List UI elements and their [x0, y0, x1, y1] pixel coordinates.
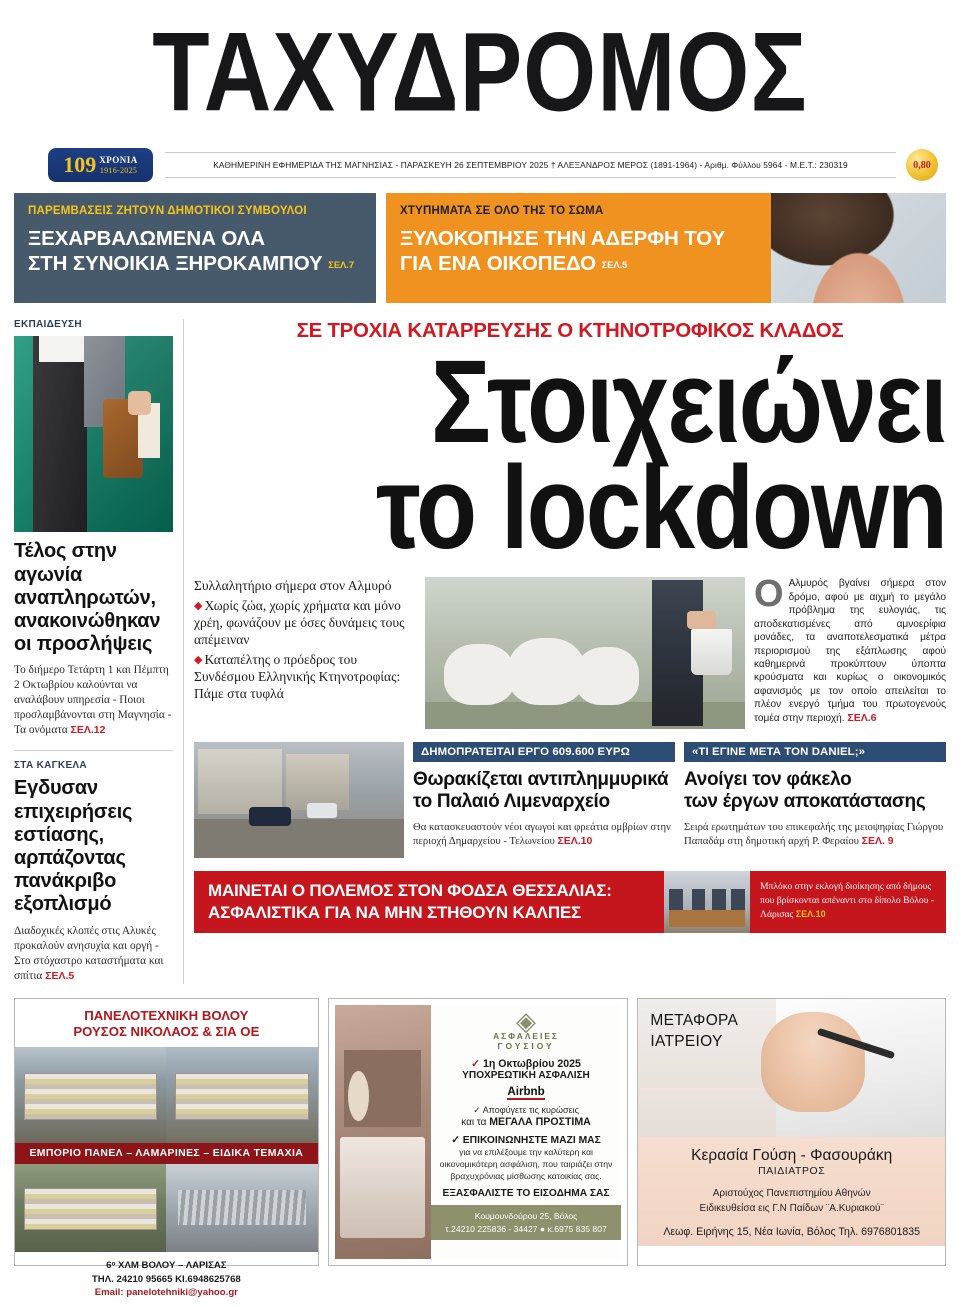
ad3-doctor-name: Κερασία Γούση - Φασουράκη [691, 1146, 893, 1164]
main-body-paragraph [754, 573, 946, 725]
story-sub-text: Σειρά ερωτημάτων του επικεφαλής της μειοψηφίας Γιώργου Παπαδάμ στη δημοτική αρχή Ρ. Φεραίου [684, 821, 944, 848]
anniversary-badge [48, 148, 153, 182]
story-head-line-1: Θωρακίζεται αντιπλημμυρικά [413, 769, 669, 791]
main-bullet-2 [194, 651, 416, 703]
story-headline [413, 769, 675, 813]
story-subtext [684, 821, 946, 849]
ad2-insurance-line: ΥΠΟΧΡΕΩΤΙΚΗ ΑΣΦΑΛΙΣΗ [462, 1070, 590, 1082]
ad1-contact [15, 1252, 318, 1307]
bullet-dot-icon: ◆ [194, 653, 203, 666]
ad1-title-line-2: ΡΟΥΣΟΣ ΝΙΚΟΛΑΟΣ & ΣΙΑ ΟΕ [73, 1024, 260, 1040]
red-banner-side [750, 871, 946, 933]
divider [14, 750, 173, 751]
ad-asfaleies-gousiou[interactable] [328, 998, 629, 1266]
teaser-photo-woman [771, 193, 946, 303]
teaser-pageref: ΣΕΛ.7 [328, 259, 355, 271]
ad2-fines-pre: και τα [461, 1117, 487, 1129]
main-headline-line-2: το lockdown [376, 441, 946, 575]
photo-teacher-briefcase [14, 336, 173, 532]
red-banner-line-1: ΜΑΙΝΕΤΑΙ Ο ΠΟΛΕΜΟΣ ΣΤΟΝ ΦΟΔΣΑ ΘΕΣΣΑΛΙΑΣ: [208, 881, 612, 901]
main-body-column [754, 573, 946, 729]
story-daniel-file[interactable] [684, 742, 946, 858]
main-content [0, 319, 960, 983]
story-head-line-2: των έργων αποκατάστασης [684, 791, 926, 813]
story-flood-protection[interactable] [413, 742, 675, 858]
secondary-stories [194, 742, 946, 858]
main-story-bullets [194, 577, 416, 729]
left-body-text: Το διήμερο Τετάρτη 1 και Πέμπτη 2 Οκτωβρίου καλούνται να αναλάβουν υπηρεσία - Ποιοι προσλαμβάνονται στη Μαγνησία - Τα ονόματα [14, 664, 172, 737]
left-pageref-2: ΣΕΛ.5 [45, 969, 75, 982]
ad2-contact-line [437, 1134, 616, 1146]
bullet-dot-icon: ◆ [194, 599, 203, 612]
photo-old-port-authority [194, 742, 404, 858]
ad2-logo-line-1: ΑΣΦΑΛΕΙΕΣ [493, 1031, 559, 1042]
story-head-line-1: Ανοίγει τον φάκελο [684, 769, 852, 791]
ad3-address: Λεωφ. Ειρήνης 15, Νέα Ιωνία, Βόλος Τηλ. 6976801835 [663, 1225, 921, 1238]
ad1-photos-top [15, 1047, 318, 1143]
main-pageref: ΣΕΛ.6 [847, 711, 877, 724]
rule-bottom [165, 177, 896, 178]
story-bar-label: «ΤΙ ΕΓΙΝΕ ΜΕΤΑ ΤΟΝ DANIEL;» [684, 742, 946, 762]
ad2-logo-line-2: ΓΟΥΣΙΟΥ [497, 1041, 555, 1052]
anniversary-number: 109 [63, 152, 97, 178]
rule-top [165, 152, 896, 153]
ad2-brand: Airbnb [507, 1085, 545, 1099]
left-body-text-2: Διαδοχικές κλοπές στις Αλυκές προκαλούν ανησυχία και οργή - Στο στόχαστρο καταστήματα και σπίτια [14, 924, 164, 982]
ad2-date-line [437, 1058, 616, 1070]
ad1-photo-yard [15, 1164, 166, 1252]
dropcap: Ο [754, 573, 784, 616]
ad2-description: για να επιλέξουμε την καλύτερη και οικονομικότερη ασφάλιση, που ταιριάζει στην βραχυχρόνιας μίσθωσης κατοικίας σας. [439, 1147, 613, 1182]
main-headline-line-1: Στοιχειώνει [430, 335, 946, 469]
advertisement-row [0, 998, 960, 1299]
left-body-2 [14, 924, 173, 984]
ad2-address: Κουμουνδούρου 25, Βόλος [474, 1211, 578, 1222]
left-sidebar [14, 319, 184, 983]
newspaper-title: ΤΑΧΥΔΡΟΜΟΣ [152, 10, 808, 135]
check-icon: ✓ [451, 1135, 460, 1147]
main-column [194, 319, 946, 983]
red-banner-side-text: Μπλόκο στην εκλογή διοίκησης από δήμους που βρίσκονται απέναντι στο δίπολο Βόλου - Λάρισας [760, 881, 935, 920]
ad1-photo-sheets [166, 1164, 317, 1252]
ad1-phone: ΤΗΛ. 24210 95665 ΚΙ.6948625768 [91, 1273, 241, 1285]
section-kicker-protest: ΣΤΑ ΚΑΓΚΕΛΑ [14, 760, 87, 772]
teaser-pageref: ΣΕΛ.5 [601, 259, 628, 271]
teaser-assault[interactable] [386, 193, 946, 303]
edition-info-text: ΚΑΘΗΜΕΡΙΝΗ ΕΦΗΜΕΡΙΔΑ ΤΗΣ ΜΑΓΝΗΣΙΑΣ - ΠΑΡΑΣΚΕΥΗ 26 ΣΕΠΤΕΜΒΡΙΟΥ 2025 † ΑΛΕΞΑΝΔΡΟΣ ΜΕΡΟΣ (1891-1964) - Αριθμ. Φύλλου 5964 - Μ.Ε.Τ.: 230319 [213, 160, 848, 171]
photo-sheep-flock [425, 577, 745, 729]
ad1-photo-panels-right [166, 1047, 317, 1143]
red-banner-fodsa[interactable] [194, 871, 946, 933]
ad1-products-strip: ΕΜΠΟΡΙΟ ΠΑΝΕΛ – ΛΑΜΑΡΙΝΕΣ – ΕΙΔΙΚΑ ΤΕΜΑΧΙΑ [15, 1143, 318, 1164]
ad3-credentials [644, 1186, 939, 1216]
main-bullet-1 [194, 597, 416, 649]
ad1-photos-bottom [15, 1164, 318, 1252]
story-bar-label: ΔΗΜΟΠΡΑΤΕΙΤΑΙ ΕΡΓΟ 609.600 ΕΥΡΩ [413, 742, 675, 762]
ad-panelotehniki[interactable] [14, 998, 319, 1299]
edition-info [165, 148, 896, 182]
red-banner-headline [194, 871, 664, 933]
check-icon: ✓ [471, 1058, 481, 1071]
ad1-photo-panels-left [15, 1047, 166, 1143]
ad3-title-line-1: ΜΕΤΑΦΟΡΑ [650, 1011, 739, 1029]
story-pageref: ΣΕΛ. 9 [861, 835, 894, 848]
ad3-credential-2: Ειδικευθείσα εις Γ.Ν Παίδων ¨Α.Κυριακού¨ [699, 1202, 884, 1214]
ad3-doctor-role: ΠΑΙΔΙΑΤΡΟΣ [758, 1165, 826, 1177]
story-pageref: ΣΕΛ.10 [557, 835, 593, 848]
story-subtext [413, 821, 675, 849]
teaser-line-2: ΓΙΑ ΕΝΑ ΟΙΚΟΠΕΔΟ [400, 251, 596, 275]
teaser-line-2: ΣΤΗ ΣΥΝΟΙΚΙΑ ΞΗΡΟΚΑΜΠΟΥ [28, 251, 323, 275]
red-banner-side-text-wrap [760, 880, 936, 921]
teaser-kicker: ΠΑΡΕΜΒΑΣΕΙΣ ΖΗΤΟΥΝ ΔΗΜΟΤΙΚΟΙ ΣΥΜΒΟΥΛΟΙ [28, 205, 307, 218]
main-bullet-1-text: Χωρίς ζώα, χωρίς χρήματα και μόνο χρέη, φωνάζουν με όσες δυνάμεις τους απέμειναν [194, 597, 405, 648]
left-headline: Τέλος στην αγωνία αναπληρωτών, ανακοινώθηκαν οι προσλήψεις [14, 540, 161, 656]
ad3-details [638, 1137, 945, 1246]
masthead-infobar [0, 143, 960, 187]
ad2-footer [431, 1205, 622, 1240]
ad1-address: 6ᵒ ΧΛΜ ΒΟΛΟΥ – ΛΑΡΙΣΑΣ [106, 1259, 227, 1271]
ad2-avoid-text: Αποφύγετε τις κυρώσεις [482, 1105, 579, 1116]
ad2-fines-bold: ΜΕΓΑΛΑ ΠΡΟΣΤΙΜΑ [489, 1116, 591, 1129]
anniversary-label: ΧΡΟΝΙΑ [99, 154, 138, 165]
main-lead: Συλλαλητήριο σήμερα στον Αλμυρό [194, 578, 392, 594]
photo-meeting-panel [664, 871, 750, 933]
main-body-text: Αλμυρός βγαίνει σήμερα στον δρόμο, αφού με αιχμή το μεγάλο πρόβλημα της ευλογιάς, τις αποδεκατισμένες από αμνοερίφια μονάδες, τα αναποτελεσματικά μέτρα περιορισμού της εξάπλωσης αφού καθημερινά προκύπτουν ύποπτα κρούσματα και κυρίως ο οικονομικός αφανισμός με τον οποίο απειλείται το πλέον ενεργό τμήμα του πρωτογενούς τομέα στην περιοχή. [754, 578, 946, 724]
teaser-line-1: ΞΥΛΟΚΟΠΗΣΕ ΤΗΝ ΑΔΕΡΦΗ ΤΟΥ [400, 227, 726, 251]
teaser-headline [28, 227, 362, 275]
ad3-photo-baby-doctor [638, 999, 945, 1137]
ad3-title-line-2: ΙΑΤΡΕΙΟΥ [650, 1032, 723, 1050]
section-kicker-education: ΕΚΠΑΙΔΕΥΣΗ [14, 319, 82, 331]
main-story-row [194, 573, 946, 729]
anniversary-years: 1916-2025 [99, 165, 138, 175]
check-icon: ✓ [473, 1105, 481, 1116]
red-banner-line-2: ΑΣΦΑΛΙΣΤΙΚΑ ΓΙΑ ΝΑ ΜΗΝ ΣΤΗΘΟΥΝ ΚΑΛΠΕΣ [208, 902, 582, 922]
ad2-contact-text: ΕΠΙΚΟΙΝΩΝΗΣΤΕ ΜΑΖΙ ΜΑΣ [462, 1135, 601, 1147]
teaser-kicker: ΧΤΥΠΗΜΑΤΑ ΣΕ ΟΛΟ ΤΗΣ ΤΟ ΣΩΜΑ [400, 205, 604, 218]
ad3-credential-1: Αριστούχος Πανεπιστημίου Αθηνών [712, 1187, 871, 1199]
ad-pediatrician[interactable] [637, 998, 946, 1266]
teaser-xirokampos[interactable] [14, 193, 376, 303]
teaser-line-1: ΞΕΧΑΡΒΑΛΩΜΕΝΑ ΟΛΑ [28, 227, 265, 251]
ad3-title [650, 1011, 738, 1053]
ad2-avoid-line [437, 1105, 616, 1116]
masthead [0, 0, 960, 135]
left-pageref: ΣΕΛ.12 [70, 724, 106, 737]
red-banner-side-pageref: ΣΕΛ.10 [795, 908, 826, 919]
ad2-body [431, 1005, 622, 1259]
ad2-photo-bedroom [335, 1005, 431, 1259]
shield-icon: ◈ [516, 1005, 537, 1036]
ad2-fines-line [437, 1116, 616, 1128]
left-body [14, 663, 173, 738]
main-kicker: ΣΕ ΤΡΟΧΙΑ ΚΑΤΑΡΡΕΥΣΗΣ Ο ΚΤΗΝΟΤΡΟΦΙΚΟΣ ΚΛΑΔΟΣ [296, 319, 844, 343]
left-headline-2: Εγδυσαν επιχειρήσεις εστίασης, αρπάζοντας πανάκριβο εξοπλισμό [14, 777, 133, 916]
story-head-line-2: το Παλαιό Λιμεναρχείο [413, 791, 610, 813]
story-headline [684, 769, 946, 813]
ad2-date-text: 1η Οκτωβρίου 2025 [482, 1058, 581, 1071]
main-bullet-2-text: Καταπέλτης ο πρόεδρος του Συνδέσμου Ελληνικής Κτηνοτροφίας: Πάμε στα τυφλά [194, 651, 401, 702]
ad1-title-line-1: ΠΑΝΕΛΟΤΕΧΝΙΚΗ ΒΟΛΟΥ [84, 1007, 249, 1023]
ad1-email[interactable]: Email: panelotehniki@yahoo.gr [94, 1287, 238, 1299]
ad2-phones: τ.24210 225836 - 34427 ● κ.6975 835 807 [445, 1223, 607, 1234]
ad2-logo [437, 1005, 616, 1052]
ad2-secure-line: ΕΞΑΣΦΑΛΙΣΤΕ ΤΟ ΕΙΣΟΔΗΜΑ ΣΑΣ [442, 1188, 610, 1200]
price-badge: 0,80 [906, 149, 938, 181]
top-teasers [0, 193, 960, 303]
ad1-title [15, 999, 318, 1047]
story-sub-text: Θα κατασκευαστούν νέοι αγωγοί και φρεάτια ομβρίων στην περιοχή Δημαρχείου - Τελωνείου [413, 821, 671, 848]
